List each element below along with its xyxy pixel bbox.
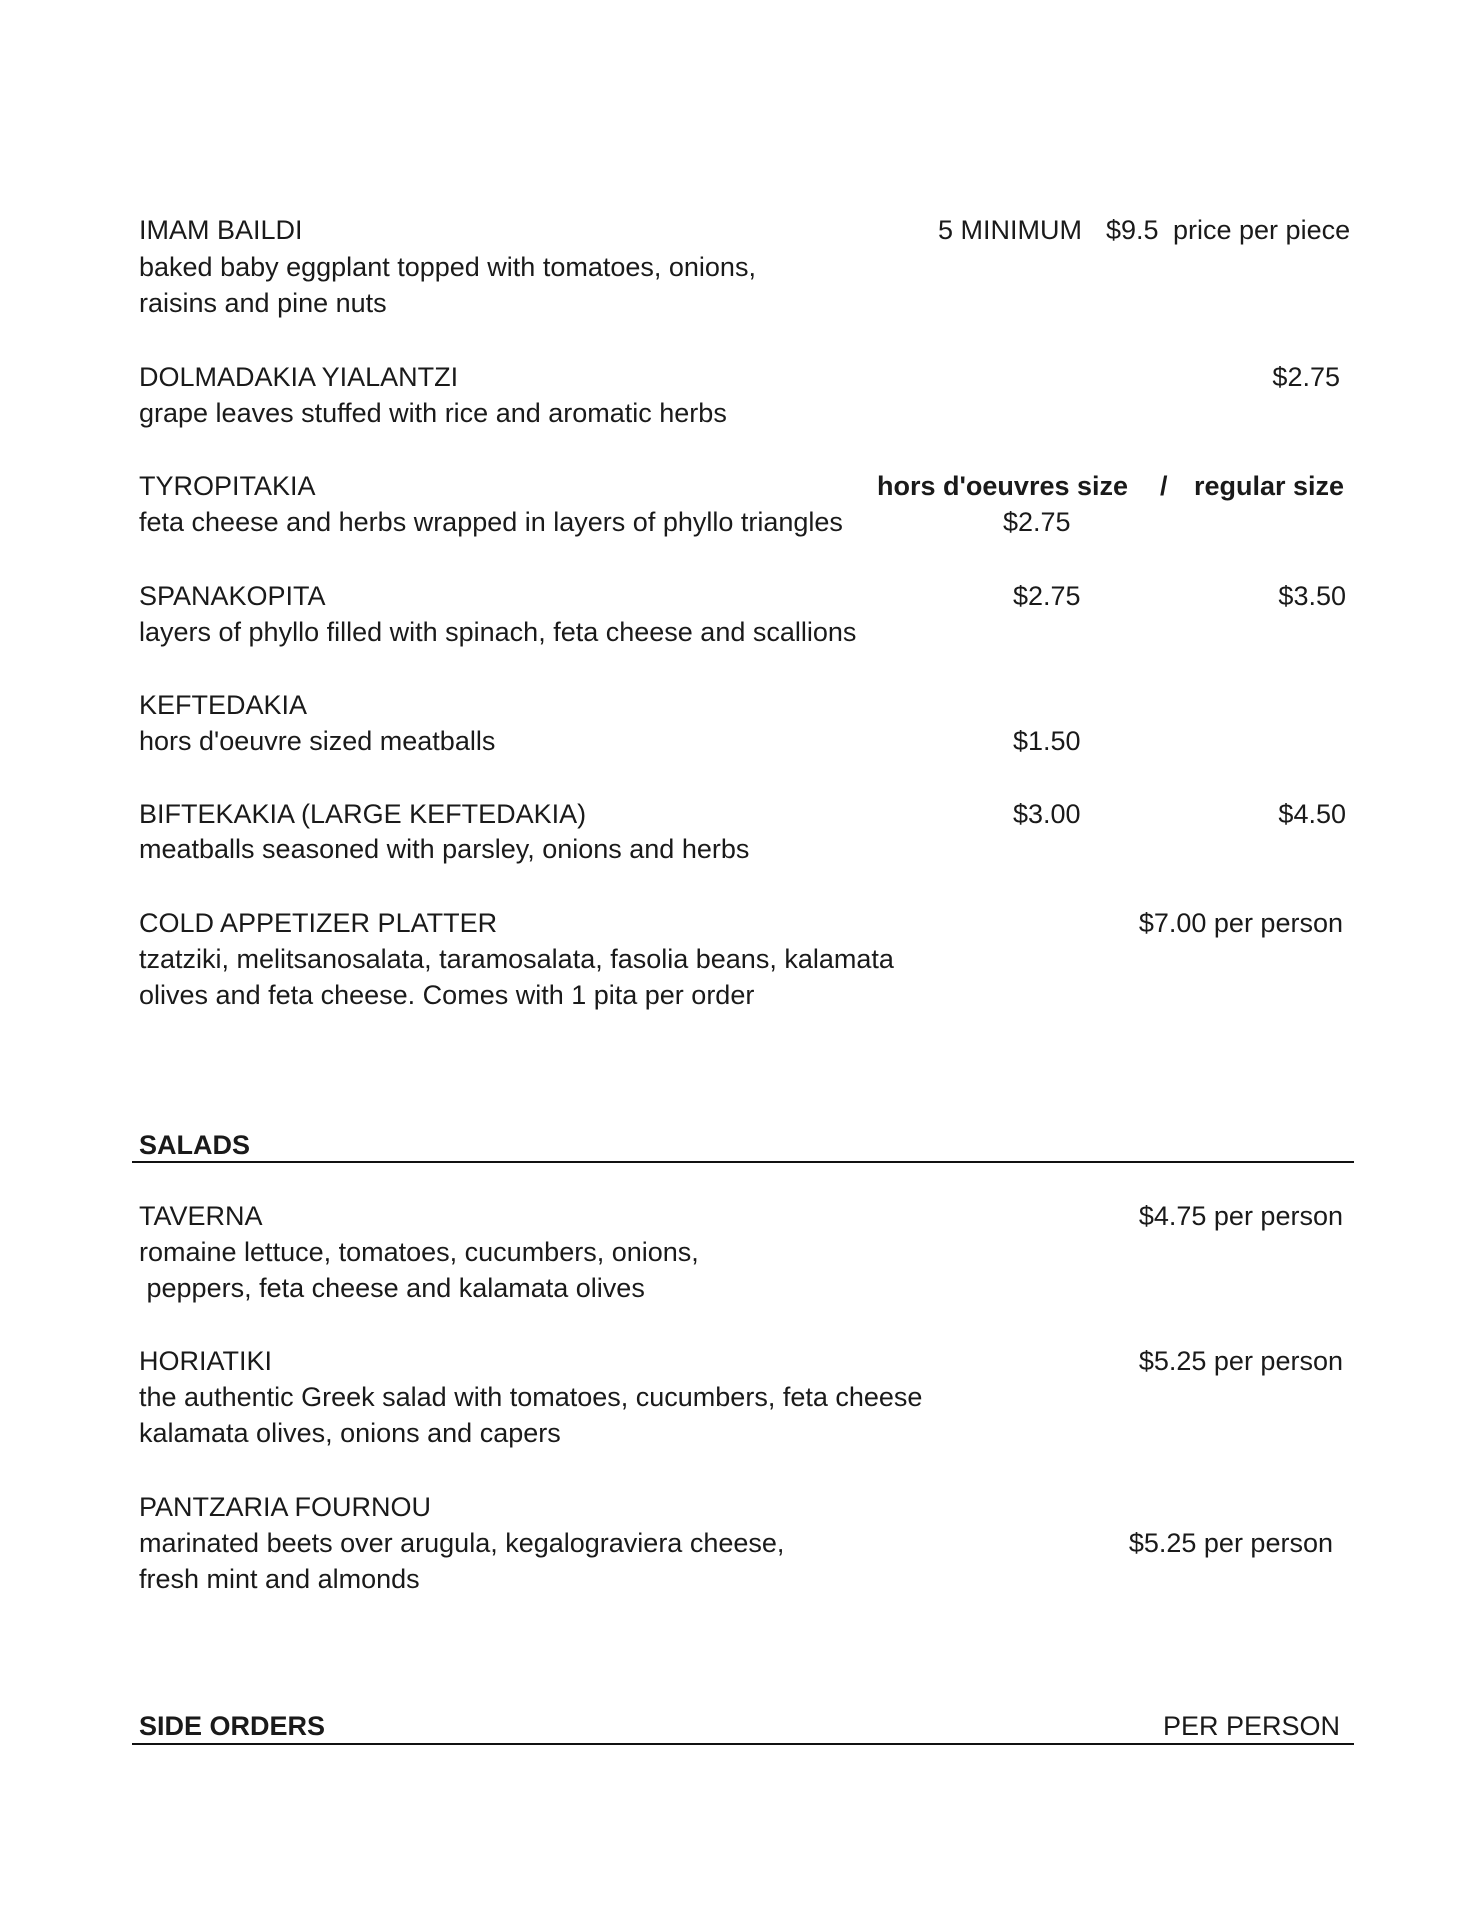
item-price-imam-baildi: $9.5 (1106, 215, 1159, 245)
item-price-hors-biftekakia: $3.00 (1013, 799, 1081, 829)
item-price-horiatiki: $5.25 per person (1138, 1346, 1343, 1376)
section-divider-salads (132, 1161, 1354, 1163)
item-desc-line: feta cheese and herbs wrapped in layers of phyllo triangles (139, 507, 843, 537)
item-name-imam-baildi: IMAM BAILDI (139, 215, 303, 245)
item-price-taverna: $4.75 per person (1138, 1201, 1343, 1231)
item-desc-line: hors d'oeuvre sized meatballs (139, 726, 496, 756)
item-name-pantzaria-fournou: PANTZARIA FOURNOU (139, 1492, 432, 1522)
item-price-hors-keftedakia: $1.50 (1013, 726, 1081, 756)
item-price-regular-spanakopita: $3.50 (1278, 581, 1346, 611)
item-desc-line: the authentic Greek salad with tomatoes, cucumbers, feta cheese (139, 1382, 923, 1412)
item-desc-line: layers of phyllo filled with spinach, feta cheese and scallions (139, 617, 857, 647)
size-header-regular: regular size (1194, 471, 1345, 501)
item-price-dolmadakia: $2.75 (1272, 362, 1340, 392)
item-name-spanakopita: SPANAKOPITA (139, 581, 326, 611)
item-price-cold-appetizer-platter: $7.00 per person (1138, 908, 1343, 938)
minimum-note: 5 MINIMUM (938, 215, 1082, 245)
item-price-hors-tyropitakia: $2.75 (1003, 507, 1071, 537)
side-orders-price-label: PER PERSON (1162, 1711, 1340, 1741)
section-divider-side-orders (132, 1743, 1354, 1745)
item-desc-line: romaine lettuce, tomatoes, cucumbers, onions, (139, 1237, 699, 1267)
size-header-hors-doeuvres: hors d'oeuvres size (877, 471, 1129, 501)
item-name-dolmadakia: DOLMADAKIA YIALANTZI (139, 362, 459, 392)
item-name-biftekakia: BIFTEKAKIA (LARGE KEFTEDAKIA) (139, 799, 587, 829)
item-name-horiatiki: HORIATIKI (139, 1346, 273, 1376)
price-unit-note: price per piece (1173, 215, 1351, 245)
item-desc-line: meatballs seasoned with parsley, onions and herbs (139, 834, 750, 864)
item-price-regular-biftekakia: $4.50 (1278, 799, 1346, 829)
item-desc-line: marinated beets over arugula, kegalograviera cheese, (139, 1528, 785, 1558)
item-price-hors-spanakopita: $2.75 (1013, 581, 1081, 611)
item-name-cold-appetizer-platter: COLD APPETIZER PLATTER (139, 908, 498, 938)
item-desc-line: raisins and pine nuts (139, 288, 387, 318)
item-desc-line: peppers, feta cheese and kalamata olives (139, 1273, 645, 1303)
item-name-taverna: TAVERNA (139, 1201, 263, 1231)
item-desc-line: grape leaves stuffed with rice and aromatic herbs (139, 398, 727, 428)
item-price-pantzaria-fournou: $5.25 per person (1128, 1528, 1333, 1558)
item-name-keftedakia: KEFTEDAKIA (139, 690, 308, 720)
section-heading-side-orders: SIDE ORDERS (139, 1711, 326, 1741)
item-desc-line: tzatziki, melitsanosalata, taramosalata, fasolia beans, kalamata (139, 944, 894, 974)
item-name-tyropitakia: TYROPITAKIA (139, 471, 316, 501)
item-desc-line: fresh mint and almonds (139, 1564, 420, 1594)
item-desc-line: olives and feta cheese. Comes with 1 pita per order (139, 980, 755, 1010)
item-desc-line: baked baby eggplant topped with tomatoes, onions, (139, 252, 756, 282)
section-heading-salads: SALADS (139, 1130, 251, 1160)
item-desc-line: kalamata olives, onions and capers (139, 1418, 561, 1448)
size-header-separator: / (1160, 471, 1168, 501)
